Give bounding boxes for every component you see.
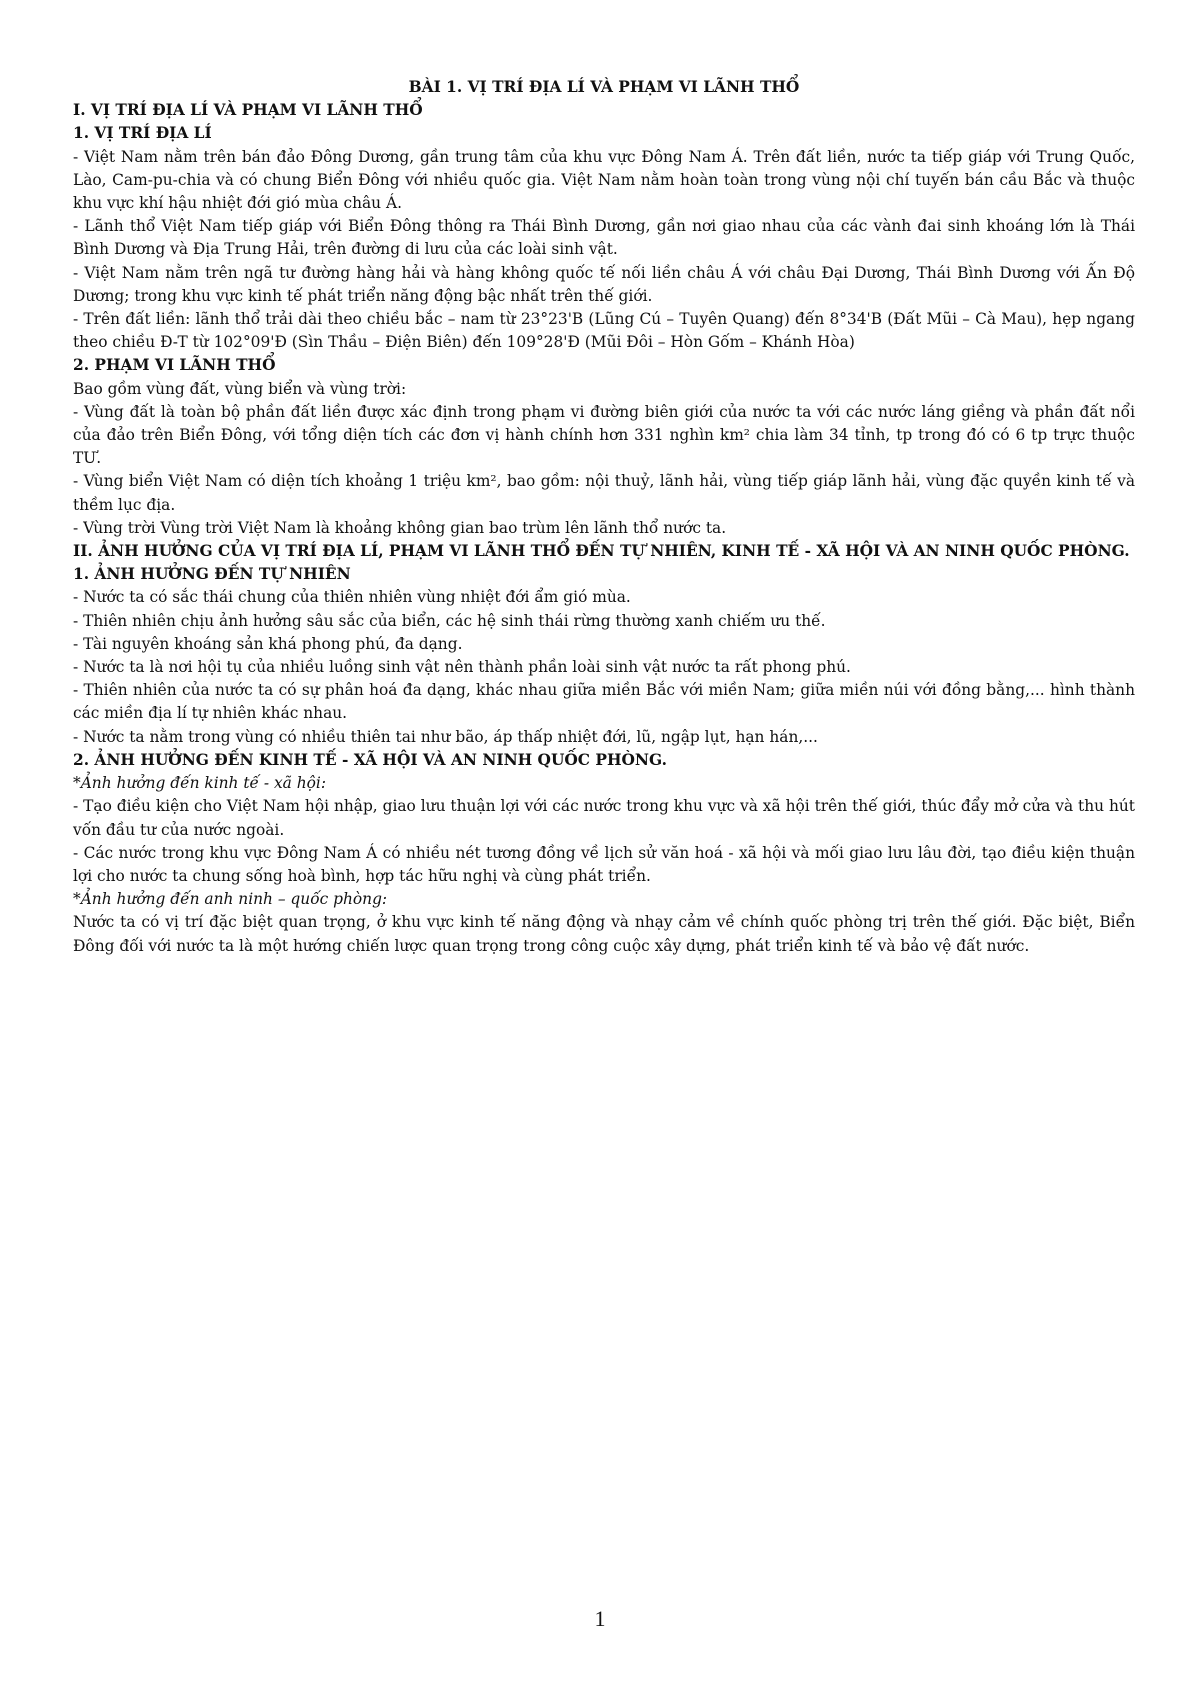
section-2-heading: II. ẢNH HƯỞNG CỦA VỊ TRÍ ĐỊA LÍ, PHẠM VI LÃNH THỔ ĐẾN TỰ NHIÊN, KINH TẾ - XÃ HỘI VÀ AN NINH QUỐC PHÒNG. [73,542,1130,561]
economy-subheading: *Ảnh hưởng đến kinh tế - xã hội: [73,774,327,793]
paragraph: - Việt Nam nằm trên ngã tư đường hàng hải và hàng không quốc tế nối liền châu Á với châu Đại Dương, Thái Bình Dương với Ấn Độ Dương; trong khu vực kinh tế phát triển năng động bậc nhất trên thế giới. [73,263,1135,305]
paragraph: - Nước ta là nơi hội tụ của nhiều luồng sinh vật nên thành phần loài sinh vật nước ta rất phong phú. [73,658,851,677]
section-2-2-heading: 2. ẢNH HƯỞNG ĐẾN KINH TẾ - XÃ HỘI VÀ AN NINH QUỐC PHÒNG. [73,750,667,769]
paragraph: - Việt Nam nằm trên bán đảo Đông Dương, gần trung tâm của khu vực Đông Nam Á. Trên đất liền, nước ta tiếp giáp với Trung Quốc, Lào, Cam-pu-chia và có chung Biển Đông với nhiều quốc gia. Việt Nam nằm hoàn toàn trong vùng nội chí tuyến bán cầu Bắc và thuộc khu vực khí hậu nhiệt đới gió mùa châu Á. [73,147,1135,213]
paragraph: - Lãnh thổ Việt Nam tiếp giáp với Biển Đông thông ra Thái Bình Dương, gần nơi giao nhau của các vành đai sinh khoáng lớn là Thái Bình Dương và Địa Trung Hải, trên đường di lưu của các loài sinh vật. [73,217,1135,259]
document-page [73,76,1135,958]
section-1-heading: I. VỊ TRÍ ĐỊA LÍ VÀ PHẠM VI LÃNH THỔ [73,101,423,120]
paragraph: - Tạo điều kiện cho Việt Nam hội nhập, giao lưu thuận lợi với các nước trong khu vực và xã hội trên thế giới, thúc đẩy mở cửa và thu hút vốn đầu tư của nước ngoài. [73,797,1135,839]
paragraph: - Thiên nhiên của nước ta có sự phân hoá đa dạng, khác nhau giữa miền Bắc với miền Nam; giữa miền núi với đồng bằng,... hình thành các miền địa lí tự nhiên khác nhau. [73,681,1135,723]
paragraph: Bao gồm vùng đất, vùng biển và vùng trời: [73,379,407,398]
paragraph: - Nước ta nằm trong vùng có nhiều thiên tai như bão, áp thấp nhiệt đới, lũ, ngập lụt, hạn hán,... [73,727,818,746]
section-1-1-heading: 1. VỊ TRÍ ĐỊA LÍ [73,124,212,143]
paragraph: - Trên đất liền: lãnh thổ trải dài theo chiều bắc – nam từ 23°23'B (Lũng Cú – Tuyên Quang) đến 8°34'B (Đất Mũi – Cà Mau), hẹp ngang theo chiều Đ-T từ 102°09'Đ (Sìn Thầu – Điện Biên) đến 109°28'Đ (Mũi Đôi – Hòn Gốm – Khánh Hòa) [73,310,1135,352]
paragraph: - Các nước trong khu vực Đông Nam Á có nhiều nét tương đồng về lịch sử văn hoá - xã hội và mối giao lưu lâu đời, tạo điều kiện thuận lợi cho nước ta chung sống hoà bình, hợp tác hữu nghị và cùng phát triển. [73,843,1135,885]
paragraph: Nước ta có vị trí đặc biệt quan trọng, ở khu vực kinh tế năng động và nhạy cảm về chính quốc phòng trị trên thế giới. Đặc biệt, Biển Đông đối với nước ta là một hướng chiến lược quan trọng trong công cuộc xây dựng, phát triển kinh tế và bảo vệ đất nước. [73,913,1135,955]
document-title: BÀI 1. VỊ TRÍ ĐỊA LÍ VÀ PHẠM VI LÃNH THỔ [408,78,800,96]
security-subheading: *Ảnh hưởng đến anh ninh – quốc phòng: [73,890,388,909]
paragraph: - Thiên nhiên chịu ảnh hưởng sâu sắc của biển, các hệ sinh thái rừng thường xanh chiếm ưu thế. [73,611,826,630]
paragraph: - Tài nguyên khoáng sản khá phong phú, đa dạng. [73,634,463,653]
page-number: 1 [594,1606,606,1631]
paragraph: - Vùng trời Vùng trời Việt Nam là khoảng không gian bao trùm lên lãnh thổ nước ta. [73,518,727,537]
paragraph: - Vùng biển Việt Nam có diện tích khoảng 1 triệu km², bao gồm: nội thuỷ, lãnh hải, vùng tiếp giáp lãnh hải, vùng đặc quyền kinh tế và thềm lục địa. [73,472,1135,514]
section-1-2-heading: 2. PHẠM VI LÃNH THỔ [73,356,276,375]
paragraph: - Nước ta có sắc thái chung của thiên nhiên vùng nhiệt đới ẩm gió mùa. [73,588,631,607]
paragraph: - Vùng đất là toàn bộ phần đất liền được xác định trong phạm vi đường biên giới của nước ta với các nước láng giềng và phần đất nổi của đảo trên Biển Đông, với tổng diện tích các đơn vị hành chính hơn 331 nghìn km² chia làm 34 tỉnh, tp trong đó có 6 tp trực thuộc TƯ. [73,402,1135,468]
section-2-1-heading: 1. ẢNH HƯỞNG ĐẾN TỰ NHIÊN [73,565,351,584]
